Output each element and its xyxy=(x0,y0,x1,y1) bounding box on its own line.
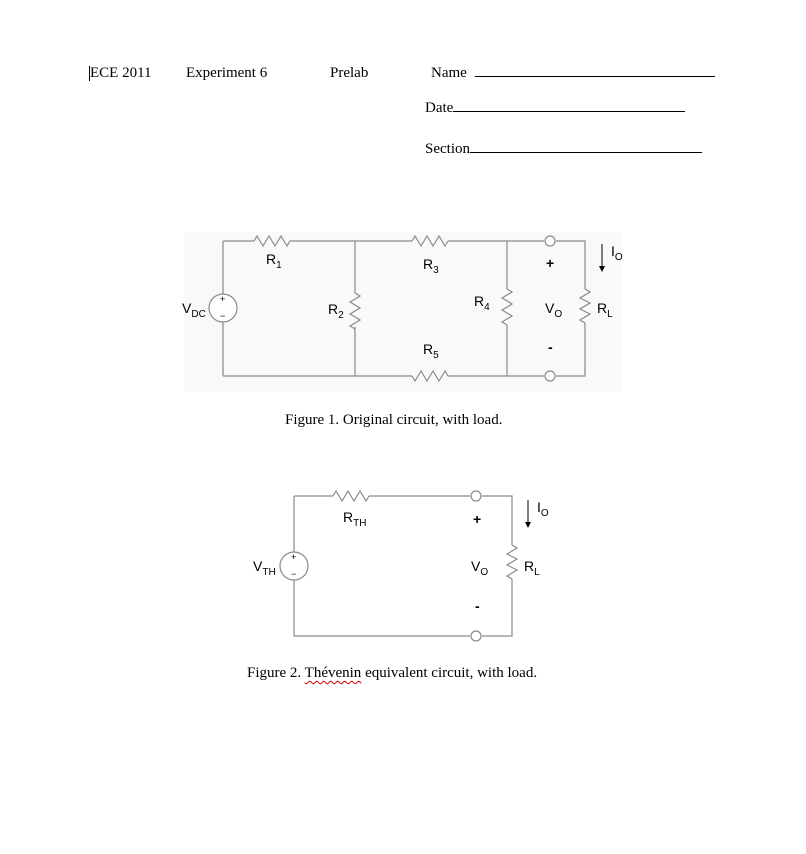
rl-label: $R_L$ xyxy=(597,300,613,320)
r1-label: $R_1$ xyxy=(266,251,282,271)
figure1-caption: Figure 1. Original circuit, with load. xyxy=(285,412,503,428)
rth-resistor xyxy=(333,491,369,501)
vo2-terminal-bottom xyxy=(471,631,481,641)
name-label: Name xyxy=(431,65,467,81)
vo-minus-sign: - xyxy=(548,339,553,355)
vo2-label: $V_O$ xyxy=(471,558,489,578)
figure2-caption xyxy=(247,665,537,682)
figure2-caption-prefix: Figure 2. xyxy=(247,665,305,681)
figure2-caption-suffix: equivalent circuit, with load. xyxy=(361,665,538,681)
r5-label: $R_5$ xyxy=(423,341,439,361)
io2-arrow-head xyxy=(525,522,531,528)
r2-label: $R_2$ xyxy=(328,301,344,321)
io-label: $I_O$ xyxy=(611,243,623,263)
experiment-label: Experiment 6 xyxy=(186,65,268,81)
rth-label: $R_{TH}$ xyxy=(343,509,367,529)
section-label: Section xyxy=(425,141,470,157)
spellcheck-word[interactable]: Thévenin xyxy=(304,665,362,681)
course-label: ECE 2011 xyxy=(90,65,152,81)
vo2-plus-sign: + xyxy=(473,511,482,527)
vth-label: $V_{TH}$ xyxy=(253,558,276,578)
r4-label: $R_4$ xyxy=(474,293,490,313)
r3-label: $R_3$ xyxy=(423,256,439,276)
date-label: Date xyxy=(425,100,454,116)
vo-label: $V_O$ xyxy=(545,300,563,320)
prelab-label: Prelab xyxy=(330,65,369,81)
vdc-plus-sign: + xyxy=(220,294,226,304)
rl2-resistor xyxy=(507,545,517,579)
vth-minus-sign: − xyxy=(291,569,297,579)
io2-label: $I_O$ xyxy=(537,499,549,519)
rl2-label: $R_L$ xyxy=(524,558,540,578)
vth-plus-sign: + xyxy=(291,552,297,562)
vo2-minus-sign: - xyxy=(475,598,480,614)
vo-plus-sign: + xyxy=(546,255,555,271)
vo2-terminal-top xyxy=(471,491,481,501)
vdc-minus-sign: − xyxy=(220,311,226,321)
vdc-label: $V_{DC}$ xyxy=(182,300,206,320)
